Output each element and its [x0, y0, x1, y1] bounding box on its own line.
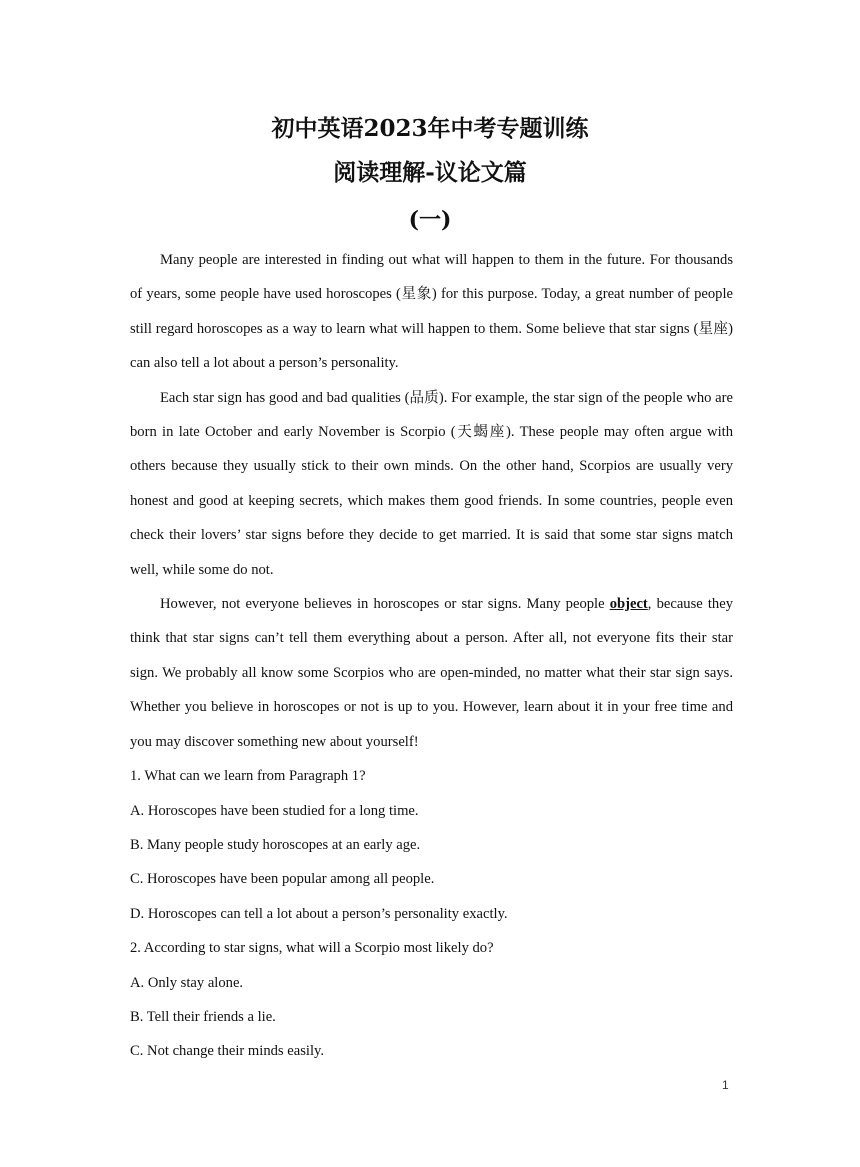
reading-passage-and-questions: [130, 243, 733, 1069]
question-1-option-d: D. Horoscopes can tell a lot about a person’s personality exactly.: [130, 905, 508, 922]
question-2-option-b: B. Tell their friends a lie.: [130, 1008, 276, 1025]
section-number: (一): [408, 207, 452, 233]
question-1-option-c: C. Horoscopes have been popular among all people.: [130, 871, 435, 888]
question-1-option-b: B. Many people study horoscopes at an early age.: [130, 836, 421, 853]
question-2-option-a: A. Only stay alone.: [130, 974, 244, 991]
page-number: 1: [722, 1078, 729, 1092]
passage-paragraph-2: Each star sign has good and bad qualities (品质). For example, the star sign of the people who are born in late October and early November is Scorpio (天蝎座). These people may often argue with others because they usually stick to their own minds. On the other hand, Scorpios are usually very honest and good at keeping secrets, which makes them good friends. In some countries, people even check their lovers’ star signs before they decide to get married. It is said that some star signs match well, while some do not.: [130, 389, 733, 578]
passage-paragraph-3: [130, 587, 733, 759]
passage-paragraph-1: Many people are interested in finding out what will happen to them in the future. For thousands of years, some people have used horoscopes (星象) for this purpose. Today, a great number of people still regard horoscopes as a way to learn what will happen to them. Some believe that star signs (星座) can also tell a lot about a person’s personality.: [130, 252, 733, 372]
question-1-option-a: A. Horoscopes have been studied for a long time.: [130, 802, 419, 819]
paragraph-3-text-after: , because they think that star signs can’t tell them everything about a person. After all, not everyone fits their star sign. We probably all know some Scorpios who are open-minded, no matter what their star sign says. Whether you believe in horoscopes or not is up to you. However, learn about it in your free time and you may discover something new about yourself!: [130, 596, 734, 750]
document-subtitle: 阅读理解-议论文篇: [333, 159, 527, 186]
document-title: 初中英语2023年中考专题训练: [271, 115, 589, 142]
question-2-option-c: C. Not change their minds easily.: [130, 1043, 325, 1060]
question-1-stem: 1. What can we learn from Paragraph 1?: [130, 768, 366, 785]
underlined-keyword: object: [609, 596, 648, 613]
question-2-stem: 2. According to star signs, what will a Scorpio most likely do?: [130, 940, 494, 957]
paragraph-3-text-before: However, not everyone believes in horoscopes or star signs. Many people: [160, 596, 610, 613]
